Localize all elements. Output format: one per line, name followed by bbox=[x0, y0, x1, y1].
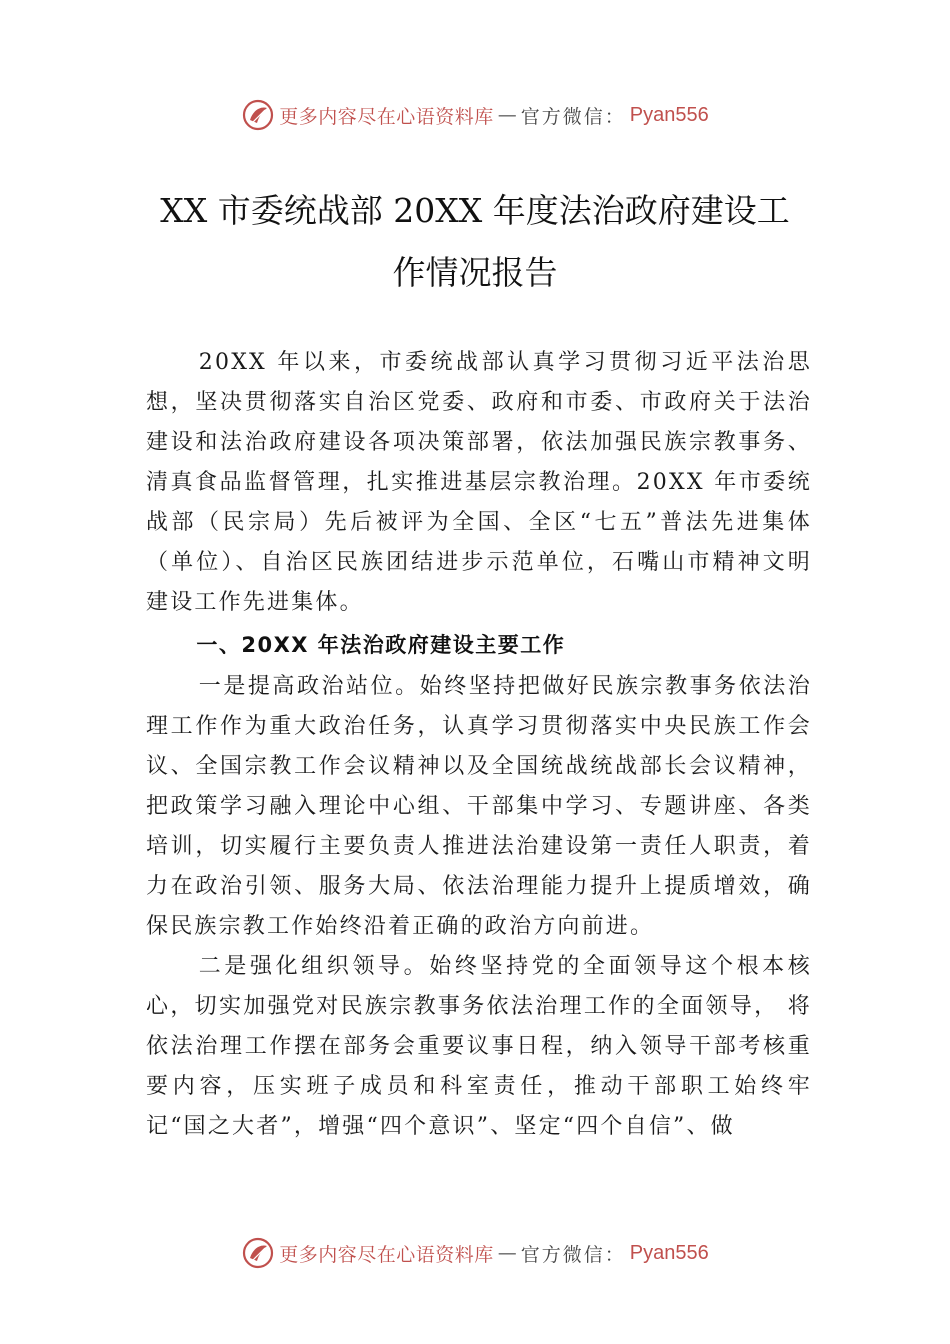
paragraph-intro: 20XX 年以来，市委统战部认真学习贯彻习近平法治思想，坚决贯彻落实自治区党委、政府和市委、市政府关于法治建设和法治政府建设各项决策部署，依法加强民族宗教事务、清真食品监督管理，扎实推进基层宗教治理。20XX 年市委统战部（民宗局）先后被评为全国、全区“七五”普法先进集体（单位）、自治区民族团结进步示范单位，石嘴山市精神文明建设工作先进集体。 bbox=[146, 350, 812, 615]
watermark-label: 官方微信： bbox=[520, 1243, 626, 1266]
watermark-brand: 更多内容尽在心语资料库 bbox=[279, 105, 494, 128]
paragraph-political-stance: 一是提高政治站位。始终坚持把做好民族宗教事务依法治理工作作为重大政治任务，认真学习贯彻落实中央民族工作会议、全国宗教工作会议精神以及全国统战统战部长会议精神，把政策学习融入理论中心组、干部集中学习、专题讲座、各类培训，切实履行主要负责人推进法治建设第一责任人职责，着力在政治引领、服务大局、依法治理能力提升上提质增效，确保民族宗教工作始终沿着正确的政治方向前进。 bbox=[146, 674, 812, 939]
watermark-logo-icon bbox=[241, 98, 275, 132]
watermark-dash: — bbox=[497, 1242, 517, 1264]
watermark-logo-icon bbox=[241, 1236, 275, 1270]
paragraph-organization: 二是强化组织领导。始终坚持党的全面领导这个根本核心，切实加强党对民族宗教事务依法治理工作的全面领导， 将依法治理工作摆在部务会重要议事日程，纳入领导干部考核重要内容，压实班子成员和科室责任，推动干部职工始终牢记“国之大者”，增强“四个意识”、坚定“四个自信”、做 bbox=[146, 954, 812, 1139]
watermark-wechat-id: Pyan556 bbox=[629, 1241, 709, 1264]
header-watermark bbox=[0, 95, 950, 135]
watermark-dash: — bbox=[497, 104, 517, 126]
watermark-brand: 更多内容尽在心语资料库 bbox=[279, 1243, 494, 1266]
section-heading: 一、20XX 年法治政府建设主要工作 bbox=[196, 633, 566, 657]
watermark-wechat-id: Pyan556 bbox=[629, 103, 709, 126]
document-body bbox=[146, 343, 812, 1147]
footer-watermark bbox=[0, 1233, 950, 1273]
title-line-2: 作情况报告 bbox=[392, 253, 558, 292]
document-title bbox=[130, 180, 820, 304]
title-line-1: XX 市委统战部 20XX 年度法治政府建设工 bbox=[160, 191, 790, 230]
watermark-label: 官方微信： bbox=[520, 105, 626, 128]
